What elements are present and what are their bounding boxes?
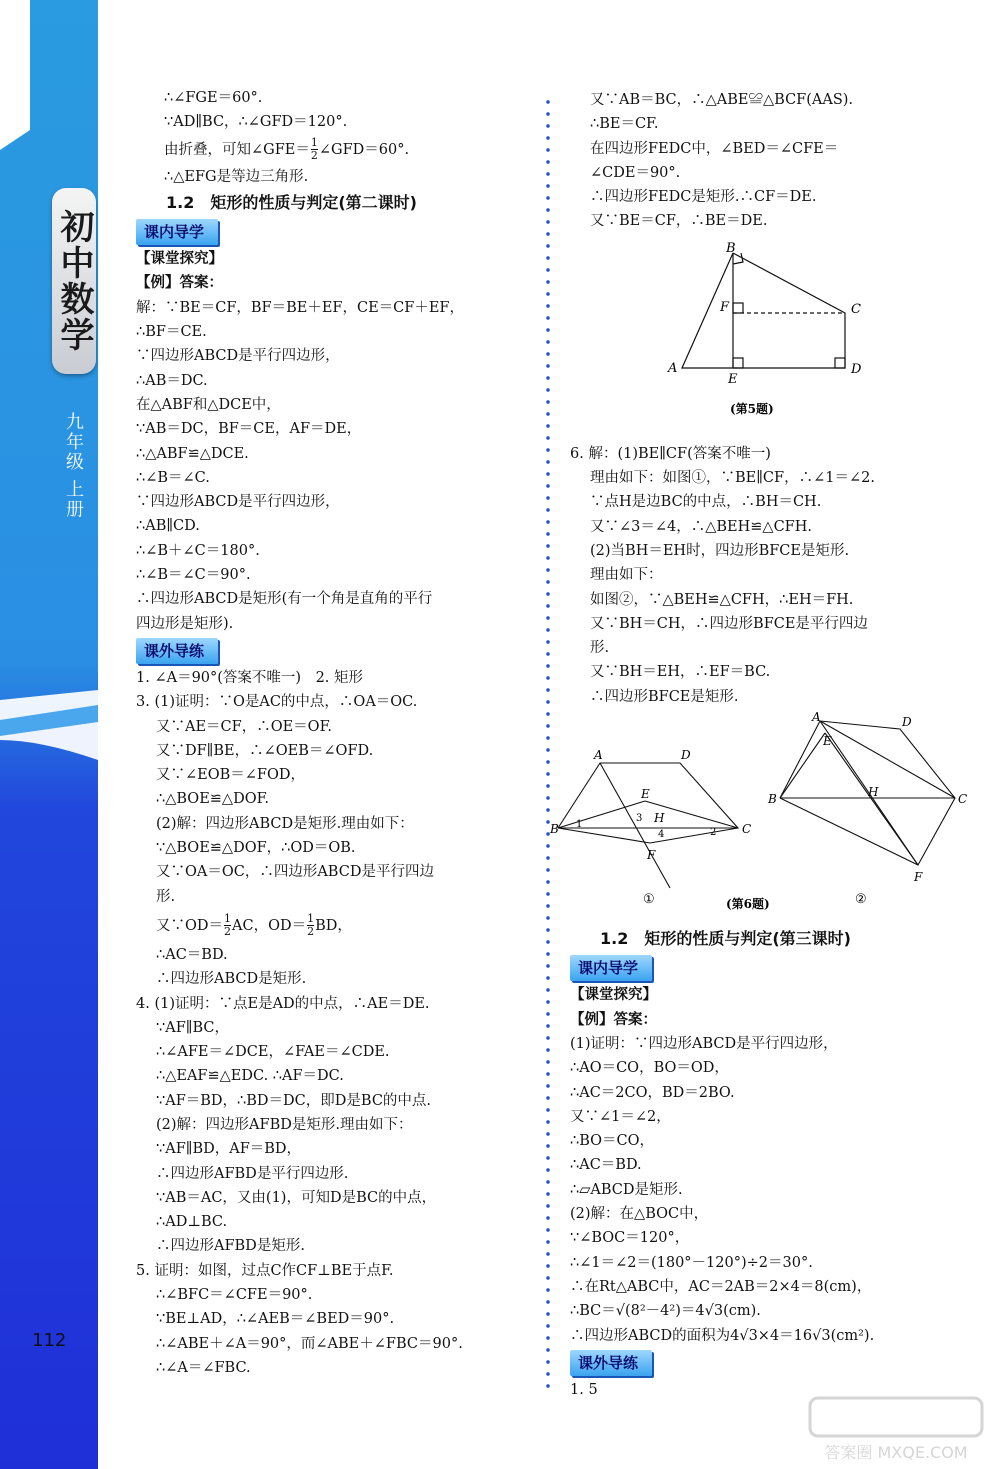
text-line: 又∵∠1＝∠2， — [570, 1108, 671, 1125]
text-line: ∴四边形AFBD是平行四边形. — [156, 1165, 349, 1182]
section-banner: 课内导学 — [136, 219, 218, 245]
figure-label: A — [594, 748, 603, 763]
text-line: ∵AF∥BC， — [156, 1019, 229, 1036]
text-segment: 又∵OD＝ — [156, 917, 224, 934]
text-line: ∴AC＝BD. — [570, 1157, 642, 1174]
figure-label: C — [851, 301, 861, 317]
figure-label: H — [654, 811, 665, 826]
text-line: 3. (1)证明：∵O是AC的中点，∴OA＝OC. — [136, 694, 418, 711]
text-line: ∵AF＝BD，∴BD＝DC，即D是BC的中点. — [156, 1092, 432, 1109]
text-line: ∵BE⊥AD，∴∠AEB＝∠BED＝90°. — [156, 1311, 395, 1328]
figure-problem-6 — [550, 710, 968, 923]
example-label: 【例】答案： — [570, 1011, 657, 1028]
text-line: ∴∠B＝∠C＝90°. — [136, 567, 251, 584]
figure-label: E — [728, 371, 738, 387]
text-segment: ∠GFD＝60°. — [318, 141, 410, 158]
fraction — [311, 137, 318, 162]
subheading: 【课堂探究】 — [570, 987, 657, 1004]
text-line: ∴∠AFE＝∠DCE，∠FAE＝∠CDE. — [156, 1044, 390, 1061]
fraction — [224, 913, 231, 938]
text-line: 四边形是矩形). — [136, 615, 234, 632]
text-line: 理由如下： — [590, 567, 663, 584]
figure-label: B — [768, 792, 777, 807]
text-line: 1. 5 — [570, 1381, 598, 1398]
fraction-denominator: 2 — [224, 925, 232, 939]
text-line: ∴BE＝CF. — [590, 116, 659, 133]
text-line: ∵AF∥BD，AF＝BD， — [156, 1141, 302, 1158]
fraction-numerator: 1 — [307, 912, 315, 926]
figure-label: B — [726, 240, 736, 256]
text-line: ∵AD∥BC，∴∠GFD＝120°. — [164, 114, 348, 131]
text-line: (2)解：在△BOC中， — [570, 1206, 709, 1223]
text-line: 形. — [156, 888, 176, 905]
text-line: ∴△BOE≌△DOF. — [156, 791, 269, 808]
text-line: 又∵DF∥BE，∴∠OEB＝∠OFD. — [156, 742, 374, 759]
text-line: ∴△ABF≌△DCE. — [136, 445, 249, 462]
text-line: ∴∠1＝∠2＝(180°－120°)÷2＝30°. — [570, 1254, 813, 1271]
figure-sublabel: ① — [643, 892, 655, 908]
example-label: 【例】答案： — [136, 275, 223, 292]
text-line: ∴△EFG是等边三角形. — [164, 168, 309, 185]
figure-label: A — [812, 710, 821, 725]
text-line: 在△ABF和△DCE中， — [136, 396, 281, 413]
text-line: 1. ∠A＝90°(答案不唯一) 2. 矩形 — [136, 669, 364, 686]
text-line: (1)证明：∵四边形ABCD是平行四边形， — [570, 1035, 838, 1052]
figure-label: F — [914, 870, 923, 885]
text-line: ∵四边形ABCD是平行四边形， — [136, 348, 340, 365]
text-line: ∴四边形ABCD是矩形. — [156, 971, 307, 988]
figure-sublabel: ② — [855, 892, 867, 908]
fraction-denominator: 2 — [310, 149, 318, 163]
text-line: 6. 解：(1)BE∥CF(答案不唯一) — [570, 445, 771, 462]
text-line — [136, 135, 521, 165]
text-line: ∴AC＝BD. — [156, 946, 228, 963]
section-banner: 课外导练 — [136, 638, 218, 664]
text-line: ∵点H是边BC的中点，∴BH＝CH. — [590, 494, 822, 511]
text-line: ∴∠B＝∠C. — [136, 469, 210, 486]
text-line: ∴四边形AFBD是矩形. — [156, 1238, 305, 1255]
text-line: ∵AB＝DC，BF＝CE，AF＝DE， — [136, 421, 362, 438]
figure-caption: (第5题) — [730, 401, 774, 416]
figure-label: 3 — [636, 813, 643, 825]
text-line: ∴四边形FEDC是矩形.∴CF＝DE. — [590, 189, 817, 206]
text-line: ∴BC＝√(8²－4²)＝4√3(cm). — [570, 1303, 761, 1320]
watermark-text: 答案圈 MXQE.COM — [824, 1443, 968, 1462]
text-line: ∵∠BOC＝120°， — [570, 1230, 690, 1247]
text-line: ∴∠A＝∠FBC. — [156, 1359, 251, 1376]
text-line: 又∵∠3＝∠4，∴△BEH≌△CFH. — [590, 518, 812, 535]
figure-problem-5 — [570, 238, 960, 438]
figure-label: D — [681, 748, 691, 763]
left-column — [136, 86, 521, 1380]
figure-label: B — [550, 822, 559, 837]
fraction-numerator: 1 — [310, 136, 318, 150]
subheading: 【课堂探究】 — [136, 251, 223, 268]
fraction-numerator: 1 — [224, 912, 232, 926]
text-line: 解：∵BE＝CF，BF＝BE＋EF，CE＝CF＋EF， — [136, 299, 464, 316]
text-line: 又∵BH＝EH，∴EF＝BC. — [590, 664, 771, 681]
text-line: ∴∠B＋∠C＝180°. — [136, 542, 260, 559]
text-line: 又∵BE＝CF，∴BE＝DE. — [590, 213, 768, 230]
text-line: (2)解：四边形ABCD是矩形.理由如下： — [156, 815, 414, 832]
figure-label: C — [742, 822, 752, 837]
text-line: ∵△BOE≌△DOF，∴OD＝OB. — [156, 840, 356, 857]
figure-label: C — [958, 792, 968, 807]
grade-label: 九年级 上册 — [63, 412, 84, 520]
text-line: ∴在Rt△ABC中，AC＝2AB＝2×4＝8(cm)， — [570, 1278, 872, 1295]
text-line: (2)当BH＝EH时，四边形BFCE是矩形. — [590, 542, 850, 559]
section-title: 1.2 矩形的性质与判定(第二课时) — [166, 192, 417, 212]
fraction-denominator: 2 — [307, 925, 315, 939]
text-line: ∴BO＝CO， — [570, 1133, 655, 1150]
watermark-logo — [806, 1394, 986, 1464]
figure-label: 2 — [710, 827, 717, 839]
figure-label: H — [868, 785, 879, 800]
text-line: ∴四边形BFCE是矩形. — [590, 688, 739, 705]
text-line: 如图②，∵△BEH≌△CFH，∴EH＝FH. — [590, 591, 854, 608]
text-segment: BD， — [315, 917, 352, 934]
text-line: ∴AB∥CD. — [136, 518, 200, 535]
text-line: 形. — [590, 640, 610, 657]
text-line: ∴△EAF≌△EDC. ∴AF＝DC. — [156, 1068, 344, 1085]
text-line: ∴AD⊥BC. — [156, 1214, 228, 1231]
section-title: 1.2 矩形的性质与判定(第三课时) — [600, 929, 851, 949]
sidebar — [0, 0, 98, 1469]
text-line: ∴四边形ABCD是矩形(有一个角是直角的平行 — [136, 591, 433, 608]
figure-label: E — [823, 734, 832, 749]
text-segment: 由折叠，可知∠GFE＝ — [164, 141, 310, 158]
text-line: ∴四边形ABCD的面积为4√3×4＝16√3(cm²). — [570, 1327, 875, 1344]
right-column — [550, 88, 968, 1402]
text-line: ∴AO＝CO，BO＝OD， — [570, 1060, 729, 1077]
figure-label: F — [720, 299, 730, 315]
text-line: ∠CDE＝90°. — [590, 164, 681, 181]
figure-label: D — [851, 361, 862, 377]
section-banner: 课内导学 — [570, 955, 652, 981]
text-line: ∴∠ABE＋∠A＝90°，而∠ABE＋∠FBC＝90°. — [156, 1335, 463, 1352]
figure-caption: (第6题) — [726, 897, 770, 912]
fraction — [307, 913, 314, 938]
text-line: ∵AB＝AC，又由(1)，可知D是BC的中点， — [156, 1189, 437, 1206]
text-line — [136, 909, 521, 943]
text-line: 4. (1)证明：∵点E是AD的中点，∴AE＝DE. — [136, 995, 430, 1012]
figure-label: F — [647, 848, 656, 863]
text-line: 理由如下：如图①，∵BE∥CF，∴∠1＝∠2. — [590, 470, 875, 487]
text-line: ∴∠FGE＝60°. — [164, 90, 263, 106]
subject-label: 初中数学 — [52, 188, 96, 374]
section-banner: 课外导练 — [570, 1350, 652, 1376]
text-line: 又∵AB＝BC，∴△ABE≌△BCF(AAS). — [590, 92, 854, 108]
text-line: 又∵OA＝OC，∴四边形ABCD是平行四边 — [156, 864, 434, 881]
page-number: 112 — [32, 1330, 67, 1351]
figure-label: D — [902, 715, 912, 730]
figure-label: E — [641, 787, 650, 802]
text-line: ∵四边形ABCD是平行四边形， — [136, 494, 340, 511]
figure-label: 4 — [658, 829, 665, 841]
text-line: 在四边形FEDC中，∠BED＝∠CFE＝ — [590, 140, 839, 157]
text-line: ∴▱ABCD是矩形. — [570, 1181, 683, 1198]
figure-label: 1 — [576, 819, 583, 831]
text-line: ∴∠BFC＝∠CFE＝90°. — [156, 1287, 313, 1304]
text-line: 5. 证明：如图，过点C作CF⊥BE于点F. — [136, 1262, 394, 1279]
text-line: ∴AB＝DC. — [136, 372, 208, 389]
text-segment: AC，OD＝ — [232, 917, 307, 934]
text-line: 又∵BH＝CH，∴四边形BFCE是平行四边 — [590, 615, 868, 632]
text-line: ∴AC＝2CO，BD＝2BO. — [570, 1084, 735, 1101]
text-line: ∴BF＝CE. — [136, 324, 207, 341]
figure-label: A — [668, 360, 678, 376]
text-line: 又∵∠EOB＝∠FOD， — [156, 767, 305, 784]
text-line: 又∵AE＝CF，∴OE＝OF. — [156, 718, 332, 735]
text-line: (2)解：四边形AFBD是矩形.理由如下： — [156, 1116, 413, 1133]
